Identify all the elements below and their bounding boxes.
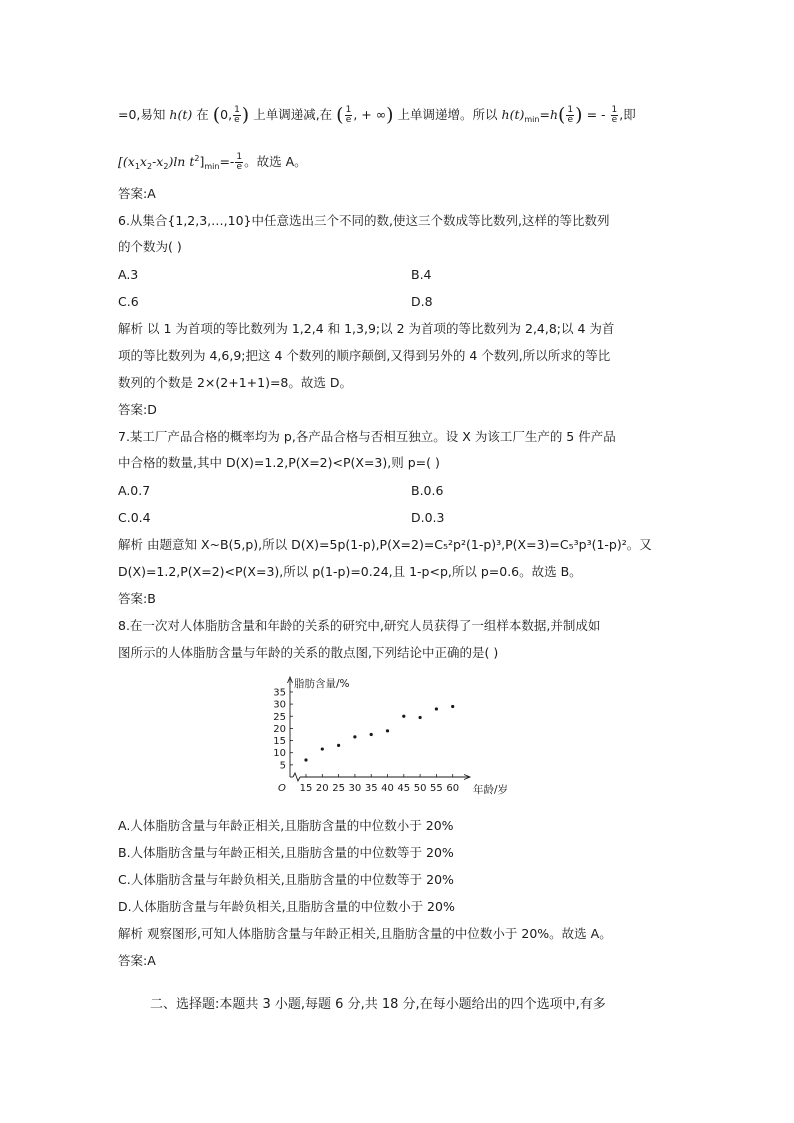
x-tick-label: 55 <box>430 783 443 794</box>
y-tick-label: 5 <box>279 760 286 772</box>
data-point <box>419 716 422 719</box>
math-segment: =- <box>219 154 235 169</box>
data-point <box>321 747 324 750</box>
math-segment: -x <box>152 154 164 169</box>
data-point <box>386 729 389 732</box>
x-tick-label: 50 <box>413 783 427 794</box>
close-paren: ) <box>386 104 394 126</box>
q7-stem-2: 中合格的数量,其中 D(X)=1.2,P(X=2)<P(X=3),则 p=( ) <box>118 455 440 470</box>
q6-option-c: C.6 <box>118 294 139 309</box>
q7-option-d: D.0.3 <box>411 510 445 525</box>
y-tick-label: 25 <box>273 711 286 723</box>
x-tick-label: 15 <box>299 783 313 794</box>
data-point <box>370 733 373 736</box>
data-point <box>435 707 438 710</box>
q8-stem-1: 8.在一次对人体脂肪含量和年龄的关系的研究中,研究人员获得了一组样本数据,并制成如 <box>118 618 601 633</box>
data-point <box>353 735 356 738</box>
frac-den: e <box>234 115 240 125</box>
math-segment: )ln t <box>168 154 195 169</box>
q7-answer: 答案:B <box>118 591 156 606</box>
fraction-1-over-e <box>345 106 353 125</box>
y-tick-label: 30 <box>273 699 286 711</box>
fat-age-scatter-chart <box>262 673 562 805</box>
interval-right: , + ∞ <box>353 107 387 122</box>
q8-option-c: C.人体脂肪含量与年龄负相关,且脂肪含量的中位数等于 20% <box>118 872 454 887</box>
subscript-min: min <box>204 162 220 171</box>
frac-den: e <box>611 115 618 125</box>
fraction-1-over-e <box>233 106 241 125</box>
text-segment: 上单调递减,在 <box>253 107 333 122</box>
text-segment: 在 <box>196 107 209 122</box>
text-segment: = - <box>586 107 606 122</box>
y-tick-label: 15 <box>273 736 286 748</box>
q6-answer: 答案:D <box>118 402 157 417</box>
close-paren: ) <box>241 104 250 126</box>
frac-num: 1 <box>236 152 243 162</box>
q6-option-b: B.4 <box>411 267 432 282</box>
x-tick-label: 20 <box>315 783 329 794</box>
frac-num: 1 <box>567 105 574 115</box>
frac-num: 1 <box>345 105 352 115</box>
open-paren: ( <box>212 104 221 126</box>
q6-option-d: D.8 <box>411 294 433 309</box>
data-point <box>402 715 405 718</box>
answer-q5: 答案:A <box>118 186 156 201</box>
q6-analysis-2: 项的等比数列为 4,6,9;把这 4 个数列的顺序颠倒,又得到另外的 4 个数列,所以所求的等比 <box>118 348 611 363</box>
x-tick-label: 25 <box>332 783 345 794</box>
frac-den: e <box>236 162 243 172</box>
x-tick-label: 40 <box>381 783 394 794</box>
close-paren: ) <box>575 104 583 126</box>
math-segment: ] <box>199 154 205 169</box>
solution-continuation-line-1 <box>118 106 636 129</box>
open-paren: ( <box>336 104 344 126</box>
text-segment: =0,易知 <box>118 107 166 122</box>
q8-answer: 答案:A <box>118 953 156 968</box>
x-tick-label: 60 <box>446 783 460 794</box>
subscript: 2 <box>163 162 169 171</box>
q8-stem-2: 图所示的人体脂肪含量与年龄的关系的散点图,下列结论中正确的是( ) <box>118 645 499 660</box>
frac-num: 1 <box>611 105 618 115</box>
q7-option-c: C.0.4 <box>118 510 151 525</box>
q6-stem-2: 的个数为( ) <box>118 239 182 254</box>
q7-stem-1: 7.某工厂产品合格的概率均为 p,各产品合格与否相互独立。设 X 为该工厂生产的 5 件产品 <box>118 429 616 444</box>
frac-den: e <box>567 115 574 125</box>
data-point <box>304 758 307 761</box>
text-segment: 上单调递增。所以 <box>397 107 498 122</box>
data-point <box>337 744 340 747</box>
x-axis-label: 年龄/岁 <box>473 784 509 796</box>
subscript-min: min <box>524 115 540 124</box>
fraction-1-over-e <box>235 153 243 172</box>
open-paren: ( <box>558 104 566 126</box>
origin-label: O <box>278 783 286 794</box>
text-segment: ,即 <box>619 107 636 122</box>
q7-analysis-1: 解析 由题意知 X~B(5,p),所以 D(X)=5p(1-p),P(X=2)=C₅²p²(1-p)³,P(X=3)=C₅³p³(1-p)²。又 <box>118 537 652 552</box>
x-tick-label: 35 <box>364 783 378 794</box>
x-axis-break <box>293 773 300 781</box>
solution-continuation-line-2 <box>118 150 307 176</box>
superscript: 2 <box>194 154 200 163</box>
q7-analysis-2: D(X)=1.2,P(X=2)<P(X=3),所以 p(1-p)=0.24,且 1-p<p,所以 p=0.6。故选 B。 <box>118 564 582 579</box>
y-tick-label: 20 <box>273 723 286 735</box>
q8-option-d: D.人体脂肪含量与年龄负相关,且脂肪含量的中位数小于 20% <box>118 899 455 914</box>
math-h-t: h(t) <box>501 107 525 122</box>
y-axis-label: 脂肪含量/% <box>294 678 350 690</box>
y-tick-label: 10 <box>273 748 286 760</box>
math-h-t: h(t) <box>169 107 193 122</box>
math-h: =h <box>539 107 558 122</box>
q8-option-a: A.人体脂肪含量与年龄正相关,且脂肪含量的中位数小于 20% <box>118 818 454 833</box>
q6-stem-1: 6.从集合{1,2,3,…,10}中任意选出三个不同的数,使这三个数成等比数列,这样的等比数列 <box>118 213 610 228</box>
math-segment: x <box>139 154 147 169</box>
y-tick-label: 35 <box>273 687 286 699</box>
frac-den: e <box>345 115 352 125</box>
q7-option-a: A.0.7 <box>118 483 151 498</box>
frac-num: 1 <box>234 105 240 115</box>
q6-analysis-3: 数列的个数是 2×(2+1+1)=8。故选 D。 <box>118 375 352 390</box>
text-segment: 。故选 A。 <box>244 154 307 169</box>
fraction-1-over-e <box>611 106 619 125</box>
q6-option-a: A.3 <box>118 267 139 282</box>
x-tick-label: 45 <box>397 783 411 794</box>
q8-option-b: B.人体脂肪含量与年龄正相关,且脂肪含量的中位数等于 20% <box>118 845 454 860</box>
q7-option-b: B.0.6 <box>411 483 444 498</box>
subscript: 1 <box>134 162 140 171</box>
fraction-1-over-e <box>566 106 574 125</box>
q6-analysis-1: 解析 以 1 为首项的等比数列为 1,2,4 和 1,3,9;以 2 为首项的等比数列为 2,4,8;以 4 为首 <box>118 321 615 336</box>
section-2-heading: 二、选择题:本题共 3 小题,每题 6 分,共 18 分,在每小题给出的四个选项中,有多 <box>150 997 606 1012</box>
interval-left: 0, <box>220 107 233 122</box>
data-point <box>451 705 454 708</box>
x-tick-label: 30 <box>348 783 362 794</box>
subscript: 2 <box>146 162 153 171</box>
math-segment: [(x <box>118 154 135 169</box>
q8-analysis: 解析 观察图形,可知人体脂肪含量与年龄正相关,且脂肪含量的中位数小于 20%。故选 A。 <box>118 926 612 941</box>
